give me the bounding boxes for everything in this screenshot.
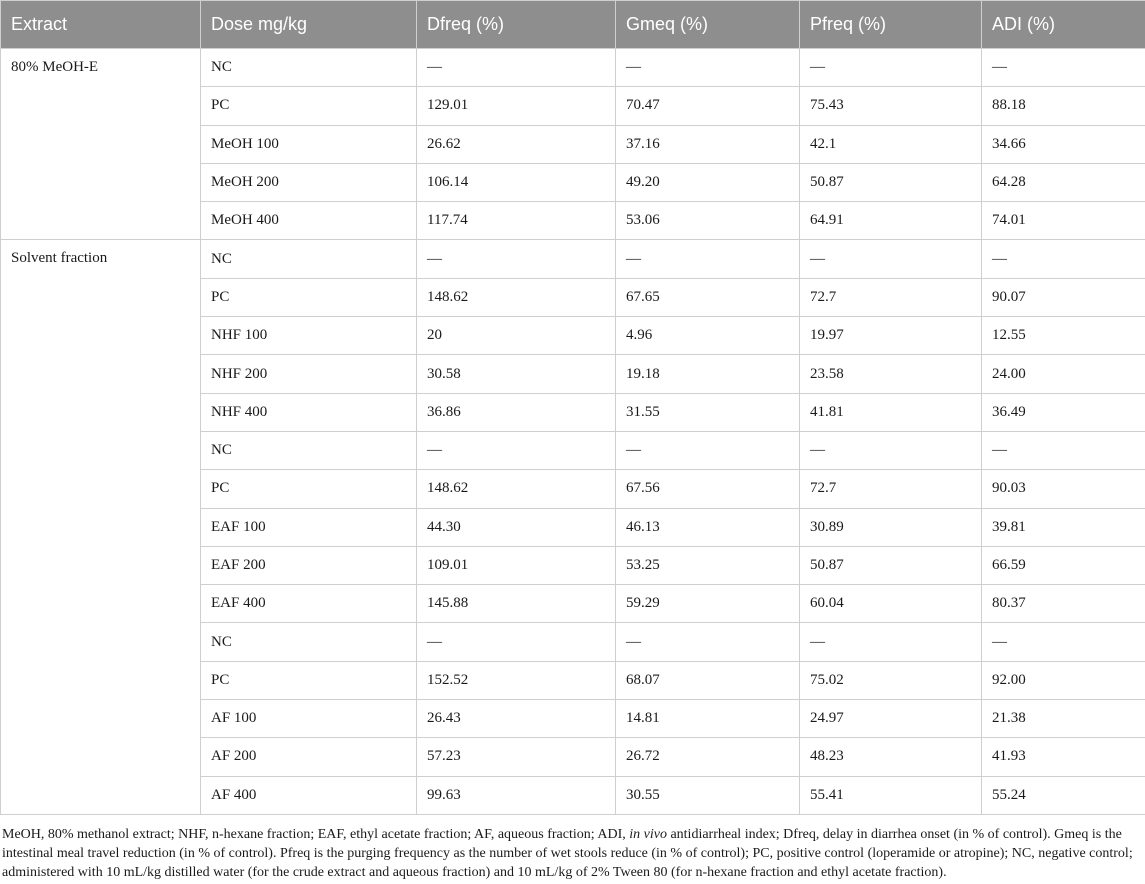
gmeq-cell: 53.25 [616,546,800,584]
gmeq-cell: 37.16 [616,125,800,163]
dose-cell: AF 200 [201,738,417,776]
dfreq-cell: 99.63 [417,776,616,814]
pfreq-cell: — [800,49,982,87]
dose-cell: NHF 400 [201,393,417,431]
pfreq-cell: 64.91 [800,202,982,240]
adi-cell: — [982,431,1145,469]
adi-cell: 41.93 [982,738,1145,776]
dose-cell: PC [201,470,417,508]
dfreq-cell: — [417,623,616,661]
adi-cell: 36.49 [982,393,1145,431]
dfreq-cell: 36.86 [417,393,616,431]
dose-cell: EAF 100 [201,508,417,546]
adi-cell: 66.59 [982,546,1145,584]
gmeq-cell: — [616,49,800,87]
gmeq-cell: — [616,240,800,278]
adi-cell: 90.07 [982,278,1145,316]
dose-cell: EAF 200 [201,546,417,584]
adi-cell: 80.37 [982,585,1145,623]
pfreq-cell: — [800,240,982,278]
pfreq-cell: 41.81 [800,393,982,431]
dose-cell: NC [201,240,417,278]
pfreq-cell: 23.58 [800,355,982,393]
pfreq-cell: 19.97 [800,317,982,355]
pfreq-cell: 48.23 [800,738,982,776]
gmeq-cell: 4.96 [616,317,800,355]
header-dfreq: Dfreq (%) [417,1,616,49]
gmeq-cell: 31.55 [616,393,800,431]
gmeq-cell: — [616,623,800,661]
pfreq-cell: 50.87 [800,546,982,584]
gmeq-cell: 53.06 [616,202,800,240]
dfreq-cell: 44.30 [417,508,616,546]
adi-cell: 64.28 [982,163,1145,201]
header-row [1,1,1145,49]
dose-cell: PC [201,87,417,125]
pfreq-cell: 42.1 [800,125,982,163]
dose-cell: AF 100 [201,700,417,738]
adi-cell: — [982,49,1145,87]
header-gmeq: Gmeq (%) [616,1,800,49]
adi-cell: 92.00 [982,661,1145,699]
dfreq-cell: 109.01 [417,546,616,584]
header-pfreq: Pfreq (%) [800,1,982,49]
gmeq-cell: 26.72 [616,738,800,776]
adi-cell: 74.01 [982,202,1145,240]
pfreq-cell: — [800,431,982,469]
pfreq-cell: 75.02 [800,661,982,699]
pfreq-cell: 24.97 [800,700,982,738]
dose-cell: NC [201,623,417,661]
gmeq-cell: 70.47 [616,87,800,125]
footnote-text-1: MeOH, 80% methanol extract; NHF, n-hexane fraction; EAF, ethyl acetate fraction; AF, aqueous fraction; ADI, [2,826,630,842]
dfreq-cell: — [417,431,616,469]
dose-cell: MeOH 400 [201,202,417,240]
pfreq-cell: — [800,623,982,661]
dfreq-cell: 57.23 [417,738,616,776]
gmeq-cell: 19.18 [616,355,800,393]
adi-cell: — [982,623,1145,661]
header-dose: Dose mg/kg [201,1,417,49]
dose-cell: NC [201,49,417,87]
adi-cell: 55.24 [982,776,1145,814]
adi-cell: 21.38 [982,700,1145,738]
dfreq-cell: 129.01 [417,87,616,125]
adi-cell: 34.66 [982,125,1145,163]
pfreq-cell: 72.7 [800,470,982,508]
pfreq-cell: 30.89 [800,508,982,546]
extract-cell: Solvent fraction [1,240,201,814]
dfreq-cell: 26.43 [417,700,616,738]
dfreq-cell: — [417,240,616,278]
header-extract: Extract [1,1,201,49]
dose-cell: PC [201,278,417,316]
adi-cell: — [982,240,1145,278]
dose-cell: PC [201,661,417,699]
table-row [1,240,1145,278]
dfreq-cell: 145.88 [417,585,616,623]
dfreq-cell: 148.62 [417,470,616,508]
dose-cell: AF 400 [201,776,417,814]
adi-cell: 12.55 [982,317,1145,355]
dfreq-cell: 117.74 [417,202,616,240]
dfreq-cell: 26.62 [417,125,616,163]
adi-cell: 24.00 [982,355,1145,393]
dose-cell: NHF 100 [201,317,417,355]
footnote-italic: in vivo [629,826,667,842]
table-footnote [0,815,1145,882]
pfreq-cell: 50.87 [800,163,982,201]
adi-cell: 39.81 [982,508,1145,546]
dose-cell: NHF 200 [201,355,417,393]
gmeq-cell: 30.55 [616,776,800,814]
gmeq-cell: — [616,431,800,469]
dfreq-cell: — [417,49,616,87]
gmeq-cell: 14.81 [616,700,800,738]
dfreq-cell: 148.62 [417,278,616,316]
dfreq-cell: 152.52 [417,661,616,699]
pfreq-cell: 72.7 [800,278,982,316]
dose-cell: MeOH 100 [201,125,417,163]
dose-cell: EAF 400 [201,585,417,623]
extract-cell: 80% MeOH-E [1,49,201,240]
table-row [1,49,1145,87]
pfreq-cell: 75.43 [800,87,982,125]
gmeq-cell: 67.65 [616,278,800,316]
dfreq-cell: 30.58 [417,355,616,393]
gmeq-cell: 46.13 [616,508,800,546]
pfreq-cell: 55.41 [800,776,982,814]
footnote-text-2: antidiarrheal index; Dfreq, delay in diarrhea onset (in % of control). Gmeq is the intestinal meal travel reduction (in % of control). Pfreq is the purging frequency as the number of wet stools reduce (in % of control); PC, positive control (loperamide or atropine); NC, negative control; administered with 10 mL/kg distilled water (for the crude extract and aqueous fraction) and 10 mL/kg of 2% Tween 80 (for n-hexane fraction and ethyl acetate fraction). [2,826,1133,880]
dose-cell: MeOH 200 [201,163,417,201]
adi-cell: 90.03 [982,470,1145,508]
gmeq-cell: 68.07 [616,661,800,699]
dfreq-cell: 20 [417,317,616,355]
pfreq-cell: 60.04 [800,585,982,623]
dose-cell: NC [201,431,417,469]
gmeq-cell: 49.20 [616,163,800,201]
adi-cell: 88.18 [982,87,1145,125]
gmeq-cell: 67.56 [616,470,800,508]
header-adi: ADI (%) [982,1,1145,49]
dfreq-cell: 106.14 [417,163,616,201]
gmeq-cell: 59.29 [616,585,800,623]
